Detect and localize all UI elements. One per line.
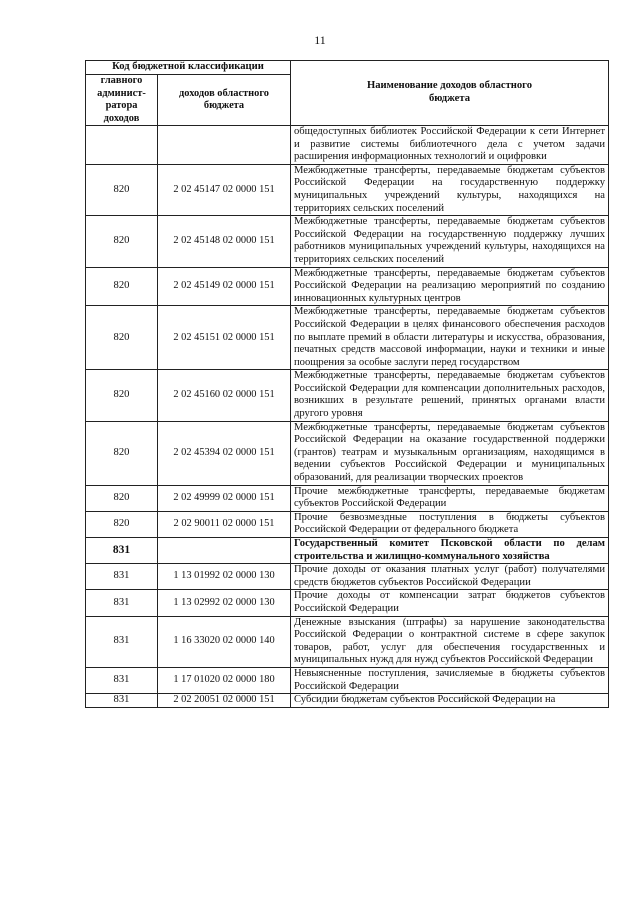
table-row — [86, 370, 609, 421]
income-name-cell: Субсидии бюджетам субъектов Российской Федерации на — [291, 694, 609, 708]
table-row — [86, 564, 609, 590]
admin-code-cell — [86, 126, 158, 165]
table-row — [86, 590, 609, 616]
income-code-cell: 2 02 49999 02 0000 151 — [158, 485, 291, 511]
table-row — [86, 511, 609, 537]
income-name-cell: Межбюджетные трансферты, передаваемые бюджетам субъектов Российской Федерации для компенсации дополнительных расходов, возникших в результате решений, принятых органами власти другого уровня — [291, 370, 609, 421]
admin-code-cell: 820 — [86, 485, 158, 511]
admin-code-cell: 831 — [86, 694, 158, 708]
income-name-cell: Прочие доходы от оказания платных услуг (работ) получателями средств бюджетов субъектов Российской Федерации — [291, 564, 609, 590]
admin-code-cell: 820 — [86, 216, 158, 267]
income-name-cell: Межбюджетные трансферты, передаваемые бюджетам субъектов Российской Федерации на реализацию мероприятий по созданию инновационных культурных центров — [291, 267, 609, 306]
header-income-name-text: Наименование доходов областного бюджета — [366, 80, 533, 104]
income-name-cell: Прочие безвозмездные поступления в бюджеты субъектов Российской Федерации от федерального бюджета — [291, 511, 609, 537]
income-name-cell: Прочие доходы от компенсации затрат бюджетов субъектов Российской Федерации — [291, 590, 609, 616]
income-name-cell: Невыясненные поступления, зачисляемые в бюджеты субъектов Российской Федерации — [291, 667, 609, 693]
admin-code-cell: 831 — [86, 616, 158, 667]
admin-code-cell: 831 — [86, 590, 158, 616]
income-name-cell: Межбюджетные трансферты, передаваемые бюджетам субъектов Российской Федерации на оказание государственной поддержки (грантов) театрам и музыкальным организациям, находящимся в ведении субъектов Российской Федерации и муниципальных образований, для реализации творческих проектов — [291, 421, 609, 485]
income-name-cell: общедоступных библиотек Российской Федерации к сети Интернет и развитие системы библиотечного дела с учетом задачи расширения информационных технологий и оцифровки — [291, 126, 609, 165]
income-code-cell: 2 02 45160 02 0000 151 — [158, 370, 291, 421]
income-code-cell: 2 02 45149 02 0000 151 — [158, 267, 291, 306]
admin-code-cell: 831 — [86, 538, 158, 564]
table-row — [86, 616, 609, 667]
income-code-cell — [158, 126, 291, 165]
income-code-cell: 1 13 01992 02 0000 130 — [158, 564, 291, 590]
admin-code-cell: 831 — [86, 667, 158, 693]
table-row — [86, 267, 609, 306]
income-code-cell: 1 16 33020 02 0000 140 — [158, 616, 291, 667]
income-code-cell: 2 02 90011 02 0000 151 — [158, 511, 291, 537]
income-name-cell: Прочие межбюджетные трансферты, передаваемые бюджетам субъектов Российской Федерации — [291, 485, 609, 511]
income-code-cell: 1 17 01020 02 0000 180 — [158, 667, 291, 693]
income-name-cell: Межбюджетные трансферты, передаваемые бюджетам субъектов Российской Федерации на государственную поддержку лучших работников муниципальных учреждений культуры, находящихся на территориях сельских поселений — [291, 216, 609, 267]
income-name-cell: Государственный комитет Псковской области по делам строительства и жилищно-коммунального хозяйства — [291, 538, 609, 564]
header-classification-code: Код бюджетной классификации — [86, 61, 291, 75]
income-name-cell: Межбюджетные трансферты, передаваемые бюджетам субъектов Российской Федерации на государственную поддержку муниципальных учреждений культуры, находящихся на территориях сельских поселений — [291, 164, 609, 215]
page-number: 11 — [314, 33, 326, 47]
header-income-name — [291, 61, 609, 126]
budget-classification-table — [85, 60, 609, 708]
table-row — [86, 694, 609, 708]
table-row — [86, 667, 609, 693]
table-body — [86, 126, 609, 708]
admin-code-cell: 820 — [86, 267, 158, 306]
table-row — [86, 485, 609, 511]
table-row — [86, 538, 609, 564]
income-code-cell: 2 02 45148 02 0000 151 — [158, 216, 291, 267]
table-row — [86, 126, 609, 165]
income-code-cell: 1 13 02992 02 0000 130 — [158, 590, 291, 616]
admin-code-cell: 820 — [86, 164, 158, 215]
income-code-cell: 2 02 20051 02 0000 151 — [158, 694, 291, 708]
income-name-cell: Межбюджетные трансферты, передаваемые бюджетам субъектов Российской Федерации в целях финансового обеспечения расходов по выплате премий в области литературы и искусства, образования, печатных средств массовой информации, науки и техники и иные поощрения за особые заслуги перед государством — [291, 306, 609, 370]
income-code-cell: 2 02 45147 02 0000 151 — [158, 164, 291, 215]
admin-code-cell: 820 — [86, 421, 158, 485]
income-name-cell: Денежные взыскания (штрафы) за нарушение законодательства Российской Федерации о контрактной системе в сфере закупок товаров, работ, услуг для обеспечения государственных и муниципальных нужд для нужд субъектов Российской Федерации — [291, 616, 609, 667]
table-row — [86, 421, 609, 485]
table-row — [86, 216, 609, 267]
header-main-administrator: главного админист-ратора доходов — [86, 75, 158, 126]
table-row — [86, 306, 609, 370]
admin-code-cell: 820 — [86, 370, 158, 421]
table-row — [86, 164, 609, 215]
income-code-cell: 2 02 45394 02 0000 151 — [158, 421, 291, 485]
admin-code-cell: 831 — [86, 564, 158, 590]
income-code-cell: 2 02 45151 02 0000 151 — [158, 306, 291, 370]
income-code-cell — [158, 538, 291, 564]
admin-code-cell: 820 — [86, 511, 158, 537]
admin-code-cell: 820 — [86, 306, 158, 370]
header-regional-income: доходов областного бюджета — [158, 75, 291, 126]
